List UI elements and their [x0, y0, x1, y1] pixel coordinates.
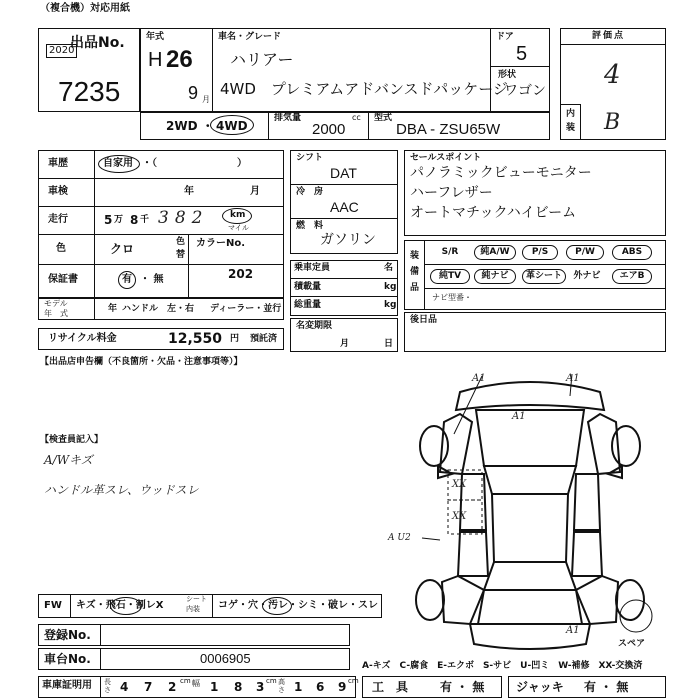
registration-label: 登録No. — [44, 628, 91, 642]
name-change-label: 名変期限 — [296, 321, 333, 331]
inspector-label: 【検査員記入】 — [40, 435, 104, 445]
height-d3: 9 — [338, 680, 347, 694]
ac-label: 冷 房 — [296, 187, 324, 197]
fw-items: キズ・飛石・割レX — [76, 600, 164, 611]
fw-circle-mark — [110, 597, 142, 615]
rear-right-door — [572, 532, 602, 576]
fuel-label: 燃 料 — [296, 221, 324, 231]
hood — [476, 410, 584, 466]
selling-point-2: ハーフレザー — [410, 185, 493, 201]
door-label: ドア — [496, 32, 514, 42]
shift-value: DAT — [330, 165, 357, 181]
length-label: 長さ — [104, 678, 111, 694]
year-era: H — [148, 49, 163, 71]
mileage-unit-km: km — [230, 210, 246, 220]
mark-au2-side: A U2 — [388, 533, 411, 543]
damage-line-3 — [422, 538, 440, 540]
color-value: クロ — [110, 242, 135, 256]
front-left-fender — [440, 414, 472, 474]
inspection-label: 車検 — [48, 186, 68, 197]
equipment-label-1: 装 — [410, 251, 420, 261]
shift-label: シフト — [296, 153, 324, 163]
misc-year-unit: 年 — [108, 304, 118, 314]
mark-a1-front-left: A1 — [472, 373, 486, 384]
mileage-sen-unit: 千 — [140, 215, 150, 225]
color-no-label: カラーNo. — [196, 238, 246, 249]
declaration-label: 【出品店申告欄（不良箇所・欠品・注意事項等）】 — [40, 357, 243, 367]
mark-xx-front-door: XX — [452, 479, 467, 490]
interior-value: B — [604, 110, 621, 135]
mileage-rest: 382 — [158, 208, 209, 228]
equip-ps: P/S — [522, 245, 558, 260]
width-unit: cm — [266, 677, 277, 685]
body-type-value: ワゴン — [504, 83, 546, 99]
lot-number: 7235 — [58, 76, 121, 107]
mark-a1-rear: A1 — [566, 625, 580, 636]
height-d2: 6 — [316, 680, 325, 694]
inspection-year-unit: 年 — [184, 186, 194, 197]
selling-point-1: パノラミックビューモニター — [410, 165, 592, 181]
displacement-unit: cc — [352, 113, 361, 122]
mileage-label: 走行 — [48, 214, 68, 225]
misc-label-1: モデル — [44, 299, 68, 308]
inspection-month-unit: 月 — [250, 186, 260, 197]
body-type-label: 形状 — [498, 70, 517, 80]
score-label: 評価点 — [592, 31, 626, 41]
tools-label: 工 具 — [372, 680, 409, 694]
fuel-value: ガソリン — [320, 232, 376, 248]
displacement-label: 排気量 — [274, 113, 302, 123]
door-value: 5 — [516, 43, 528, 65]
equip-navi: 純ナビ — [474, 269, 516, 284]
height-d1: 1 — [294, 680, 303, 694]
car-grade: 4WD プレミアムアドバンスドパッケージ — [220, 80, 508, 98]
selling-points-label: セールスポイント — [410, 153, 482, 163]
certificate-label: 車庫証明用 — [42, 680, 92, 691]
length-d1: 4 — [120, 680, 129, 694]
length-d2: 7 — [144, 680, 153, 694]
height-unit: cm — [348, 677, 359, 685]
warranty-rest: ・ 無 — [140, 274, 164, 285]
equip-abs: ABS — [612, 245, 652, 260]
front-bumper — [456, 382, 604, 410]
capacity-label: 乗車定員 — [294, 263, 331, 273]
length-d3: 2 — [168, 680, 177, 694]
front-left-wheel — [420, 426, 448, 466]
rear-glass — [484, 562, 576, 590]
seat-circle-mark — [262, 597, 292, 615]
equip-tv: 純TV — [430, 269, 470, 284]
history-selected: 自家用 — [103, 158, 133, 169]
model-label: 型式 — [374, 113, 393, 123]
weight-label: 総重量 — [294, 300, 322, 310]
equipment-label-2: 備 — [410, 267, 420, 277]
year-value: 26 — [166, 46, 193, 73]
front-right-door — [574, 474, 600, 530]
chassis-value: 0006905 — [200, 651, 251, 666]
inspector-line-2: ハンドル革スレ、ウッドスレ — [44, 483, 199, 497]
jack-value: 有 ・ 無 — [584, 680, 629, 694]
year-label: 年式 — [146, 32, 165, 42]
mileage-man: 5 — [104, 213, 113, 227]
history-label: 車歴 — [48, 158, 68, 169]
fw-seat-1: シート — [186, 595, 207, 603]
equip-navi-model: ナビ型番・ — [432, 293, 472, 302]
length-unit: cm — [180, 677, 191, 685]
inspector-line-1: A/Wキズ — [44, 453, 93, 467]
capacity-unit: 名 — [384, 263, 394, 273]
car-label: 車名・グレード — [218, 32, 282, 42]
tools-value: 有 ・ 無 — [440, 680, 485, 694]
score-value: 4 — [604, 60, 621, 90]
windshield — [484, 466, 576, 494]
mark-xx-rear-door: XX — [452, 511, 467, 522]
weight-unit: kg — [384, 300, 397, 310]
equip-pw: P/W — [566, 245, 604, 260]
equip-sr: S/R — [441, 247, 459, 257]
later-day-label: 後日品 — [410, 315, 438, 325]
displacement-value: 2000 — [312, 121, 346, 138]
width-d1: 1 — [210, 680, 219, 694]
interior-label-2: 装 — [566, 123, 576, 133]
equip-airbag: エアB — [612, 269, 652, 284]
mileage-sen: 8 — [130, 213, 139, 227]
front-right-fender — [588, 414, 620, 474]
misc-dealer: ディーラー・並行 — [210, 304, 282, 314]
color-label: 色 — [56, 243, 66, 254]
rear-left-door — [458, 532, 488, 576]
car-name: ハリアー — [230, 50, 294, 69]
height-label: 高さ — [278, 678, 285, 694]
load-label: 積載量 — [294, 282, 322, 292]
model-value: DBA - ZSU65W — [396, 121, 501, 138]
recycle-value: 12,550 — [168, 331, 223, 347]
width-d2: 8 — [234, 680, 243, 694]
equip-ext-navi: 外ナビ — [573, 271, 601, 281]
year-month: 9 — [188, 83, 199, 103]
mark-a1-front-right: A1 — [566, 373, 580, 384]
selling-point-3: オートマチックハイビーム — [410, 205, 577, 221]
tailgate — [478, 590, 582, 624]
drive-selected: 4WD — [216, 119, 248, 133]
color-repaint-2: 替 — [176, 250, 186, 260]
width-d3: 3 — [256, 680, 265, 694]
history-rest: ・（ ） — [142, 158, 247, 169]
rear-left-fender — [442, 576, 484, 624]
drive-options: 2WD ・ — [166, 119, 214, 133]
damage-legend: A-キズ C-腐食 E-エクボ S-サビ U-凹ミ W-補修 XX-交換済 — [362, 661, 643, 671]
later-day-box — [404, 312, 666, 352]
warranty-label: 保証書 — [48, 274, 78, 285]
equip-aw: 純A/W — [474, 245, 516, 260]
misc-handle: ハンドル 左・右 — [122, 304, 195, 314]
misc-label-2: 年 式 — [44, 309, 68, 318]
mileage-unit-mile: マイル — [228, 224, 249, 232]
spare-tire — [620, 600, 652, 632]
roof — [492, 494, 568, 562]
equip-seat: 革シート — [522, 269, 566, 284]
recycle-status: 預託済 — [250, 334, 278, 344]
chassis-label: 車台No. — [44, 652, 91, 666]
recycle-unit: 円 — [230, 334, 240, 344]
jack-label: ジャッキ — [516, 680, 564, 694]
width-label: 幅 — [192, 679, 200, 688]
color-repaint-1: 色 — [176, 237, 186, 247]
fw-seat-items: コゲ・穴・汚レ・シミ・破レ・スレ — [218, 600, 378, 611]
mileage-man-unit: 万 — [114, 215, 124, 225]
damage-diagram — [390, 362, 690, 662]
warranty-selected: 有 — [118, 271, 136, 289]
year-month-unit: 月 — [202, 95, 210, 104]
mark-a1-hood: A1 — [512, 411, 526, 422]
ac-value: AAC — [330, 199, 359, 215]
recycle-label: リサイクル料金 — [48, 333, 117, 344]
header-text: （複合機）対応用紙 — [40, 3, 130, 14]
load-unit: kg — [384, 282, 397, 292]
spare-label: スペア — [618, 639, 646, 649]
rear-left-wheel — [416, 580, 444, 620]
interior-label-1: 内 — [566, 109, 576, 119]
fw-label: FW — [44, 600, 62, 611]
front-right-wheel — [612, 426, 640, 466]
fw-seat-2: 内装 — [186, 605, 200, 613]
lot-label: 出品No. — [70, 35, 125, 51]
name-change-month: 月 — [340, 339, 350, 349]
equipment-label-3: 品 — [410, 283, 420, 293]
name-change-day: 日 — [384, 339, 394, 349]
rear-right-fender — [576, 576, 618, 624]
lot-year-tag: 2020 — [46, 44, 77, 58]
color-no-value: 202 — [228, 267, 254, 281]
